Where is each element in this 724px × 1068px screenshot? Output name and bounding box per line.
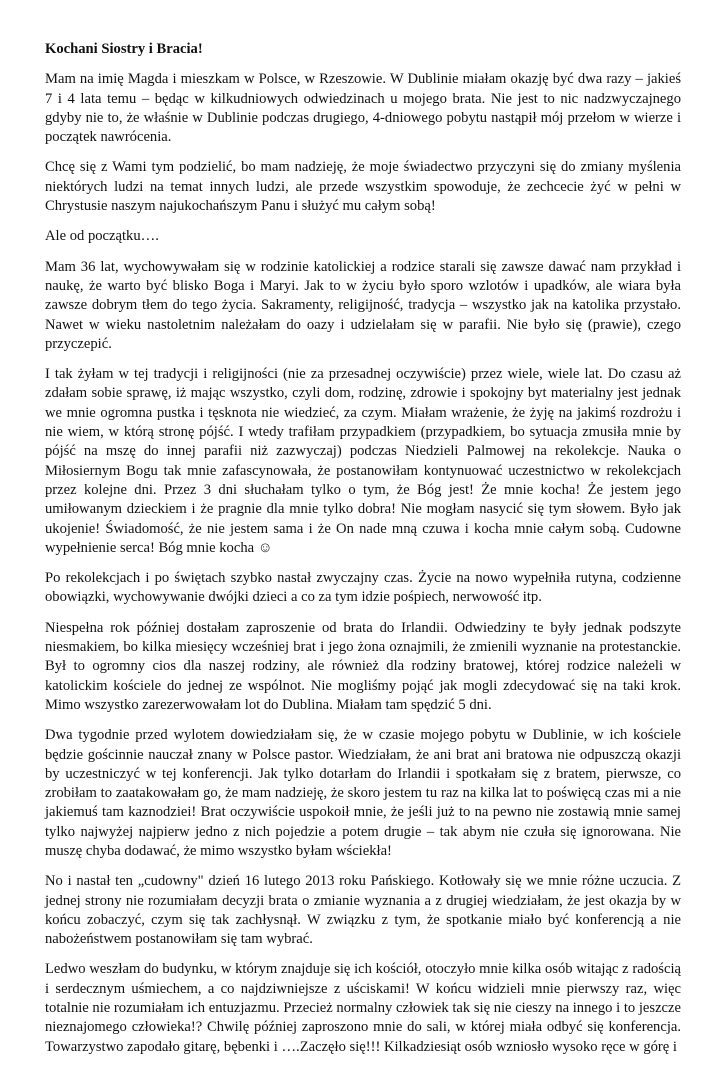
paragraph-purpose: Chcę się z Wami tym podzielić, bo mam nadzieję, że moje świadectwo przyczyni się do zmiany myślenia niektórych ludzi na temat innych ludzi, ale przede wszystkim spowoduje, że zechcecie żyć w pełni w Chrystusie naszym najukochańszym Panu i służyć mu całym sobą! <box>45 159 681 215</box>
paragraph-arrival: Ledwo weszłam do budynku, w którym znajduje się ich kościół, otoczyło mnie kilka osób witając z radością i serdecznym uśmiechem, a co najdziwniejsze z uściskami! W końcu widzieli mnie pierwszy raz, więc totalnie nie rozumiałam ich entuzjazmu. Przecież normalny człowiek tak się nie cieszy na innego i to jeszcze nieznajomego człowieka!? Chwilę później zaproszono mnie do sali, w której miała odbyć się konferencja. Towarzystwo zapodało gitarę, bębenki i ….Zaczęło się!!! Kilkadziesiąt osób wzniosło wysoko ręce w górę i <box>45 961 681 1055</box>
letter-heading: Kochani Siostry i Bracia! <box>45 41 203 57</box>
paragraph-wonderful-day: No i nastał ten „cudowny" dzień 16 lutego 2013 roku Pańskiego. Kotłowały się we mnie różne uczucia. Z jednej strony nie rozumiałam decyzji brata o zmianie wyznania a z drugiej wiedziałam, że jest okazja by w końcu zobaczyć, czym się tak zachłysnął. W związku z tym, że spotkanie miało być konferencją a nie nabożeństwem postanowiłam się tam wybrać. <box>45 873 681 948</box>
paragraph-retreat: I tak żyłam w tej tradycji i religijności (nie za przesadnej oczywiście) przez wiele, wiele lat. Do czasu aż zdałam sobie sprawę, iż mając wszystko, czyli dom, rodzinę, zdrowie i spokojny byt materialny jest jednak we mnie ogromna pustka i tęsknota nie wiedzieć, za czym. Miałam wrażenie, że żyję na jakimś rozdrożu i nie wiem, w którą stronę pójść. I wtedy trafiłam przypadkiem (przypadkiem, bo sytuacja zmusiła mnie by pójść na mszę do innej parafii niż zazwyczaj) podczas Niedzieli Palmowej na rekolekcje. Nauka o Miłosiernym Bogu tak mnie zafascynowała, że postanowiłam kontynuować uczestnictwo w rekolekcjach przez kolejne dni. Przez 3 dni słuchałam tylko o tym, że Bóg jest! Że mnie kocha! Że jestem jego umiłowanym dzieckiem i że pragnie dla mnie tylko dobra! Nie mogłam nasycić się tym słowem. Było jak ukojenie! Świadomość, że nie jestem sama i że On nade mną czuwa i kocha mnie całym sobą. Cudowne wypełnienie serca! Bóg mnie kocha ☺ <box>45 366 681 556</box>
paragraph-background: Mam 36 lat, wychowywałam się w rodzinie katolickiej a rodzice starali się zawsze dawać nam przykład i naukę, że warto być blisko Boga i Maryi. Jak to w życiu było sporo wzlotów i upadków, ale wiara była zawsze dobrym tłem do tego życia. Sakramenty, religijność, tradycja – wszystko jak na katolika przystało. Nawet w wieku nastoletnim należałam do oazy i udzielałam się w parafii. Nie było się (prawie), czego przyczepić. <box>45 258 681 352</box>
paragraph-invitation: Niespełna rok później dostałam zaproszenie od brata do Irlandii. Odwiedziny te były jednak podszyte niesmakiem, bo kilka miesięcy wcześniej brat i jego żona oznajmili, że zmienili wyznanie na protestanckie. Był to ogromny cios dla naszej rodziny, ale również dla rodziny bratowej, której rodzice należeli w katolickim kościele do jednej ze wspólnot. Nie mogliśmy pojąć jak mogli zdecydować się na taki krok. Mimo wszystko zarezerwowałam lot do Dublina. Miałam tam spędzić 5 dni. <box>45 619 681 713</box>
paragraph-routine: Po rekolekcjach i po świętach szybko nastał zwyczajny czas. Życie na nowo wypełniła rutyna, codzienne obowiązki, wychowywanie dwójki dzieci a co za tym idzie pośpiech, nerwowość itp. <box>45 570 681 606</box>
paragraph-beginning: Ale od początku…. <box>45 228 159 245</box>
paragraph-conference-news: Dwa tygodnie przed wylotem dowiedziałam się, że w czasie mojego pobytu w Dublinie, w ich kościele będzie gościnnie nauczał znany w Polsce pastor. Wiedziałam, że ani brat ani bratowa nie odpuszczą okazji by uczestniczyć w tej konferencji. Jak tylko dotarłam do Irlandii i spotkałam się z bratem, pierwsze, co zrobiłam to zaatakowałam go, że mam nadzieję, że skoro jestem tu raz na kilka lat to poświęcą czas mi a nie jakiemuś tam kaznodziei! Brat oczywiście uspokoił mnie, że jeśli już to na pewno nie zostawią mnie samej tylko najwyżej najpierw jedno z nich pojedzie a potem drugie – tak abym nie czuła się ignorowana. Nie muszę chyba dodawać, że mimo wszystko byłam wściekła! <box>45 727 681 859</box>
paragraph-intro: Mam na imię Magda i mieszkam w Polsce, w Rzeszowie. W Dublinie miałam okazję być dwa razy – jakieś 7 i 4 lata temu – będąc w kilkudniowych odwiedzinach u mojego brata. Nie jest to nic nadzwyczajnego gdyby nie to, że właśnie w Dublinie podczas drugiego, 4-dniowego pobytu nastąpił mój przełom w wierze i początek nawrócenia. <box>45 71 681 146</box>
letter-page <box>45 40 681 1068</box>
